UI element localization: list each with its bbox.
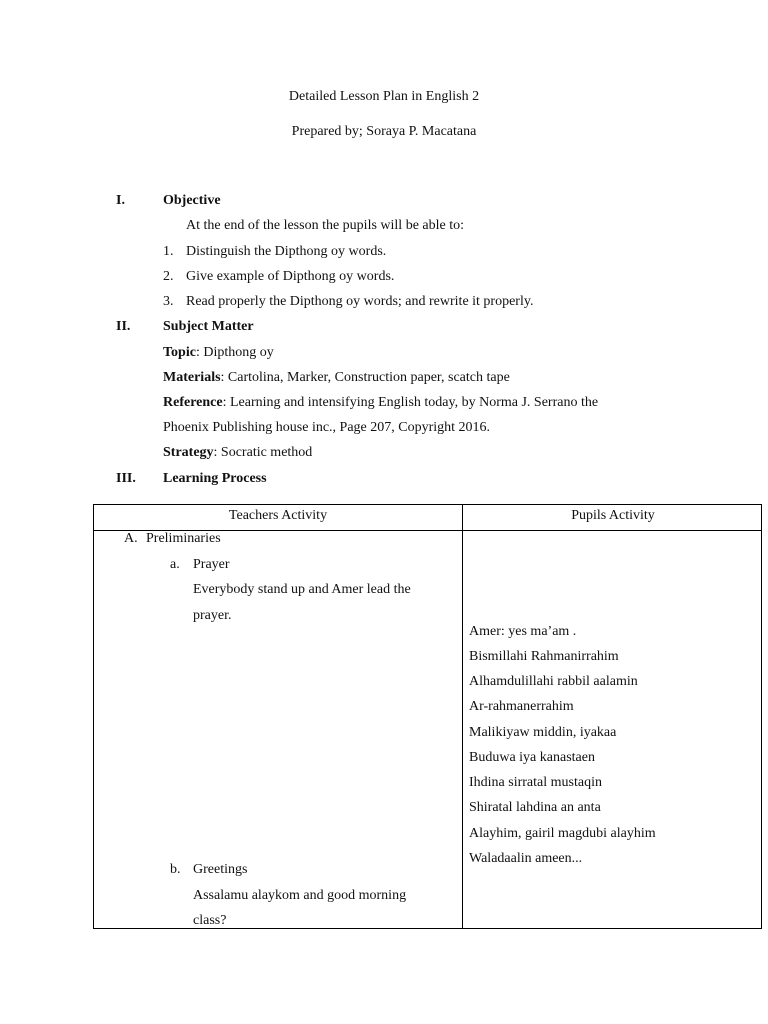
pupil-line: Buduwa iya kanastaen: [469, 750, 595, 765]
preliminaries-heading: Preliminaries: [146, 531, 221, 546]
list-letter: b.: [170, 862, 181, 877]
topic-line: Topic: Dipthong oy: [163, 345, 274, 360]
column-divider: [462, 505, 463, 928]
section-heading-objective: Objective: [163, 193, 221, 208]
pupil-line: Malikiyaw middin, iyakaa: [469, 725, 617, 740]
objective-item-number: 2.: [163, 269, 174, 284]
prayer-heading: Prayer: [193, 557, 230, 572]
greetings-heading: Greetings: [193, 862, 248, 877]
list-letter: a.: [170, 557, 180, 572]
pupil-line: Waladaalin ameen...: [469, 851, 583, 866]
objective-item-number: 3.: [163, 294, 174, 309]
teacher-line: prayer.: [193, 608, 232, 623]
pupil-line: Shiratal lahdina an anta: [469, 800, 601, 815]
objective-item: Distinguish the Dipthong oy words.: [186, 244, 387, 259]
strategy-line: Strategy: Socratic method: [163, 445, 313, 460]
teachers-activity-header: Teachers Activity: [228, 508, 328, 523]
section-heading-subject-matter: Subject Matter: [163, 319, 254, 334]
prepared-by: Prepared by; Soraya P. Macatana: [291, 124, 477, 139]
pupil-line: Bismillahi Rahmanirrahim: [469, 649, 619, 664]
objective-item-number: 1.: [163, 244, 174, 259]
pupil-line: Alhamdulillahi rabbil aalamin: [469, 674, 638, 689]
section-numeral-objective: I.: [116, 193, 125, 208]
pupil-line: Ihdina sirratal mustaqin: [469, 775, 602, 790]
list-letter: A.: [124, 531, 138, 546]
teacher-line: Assalamu alaykom and good morning: [193, 888, 407, 903]
objective-intro: At the end of the lesson the pupils will be able to:: [186, 218, 465, 233]
section-numeral-subject-matter: II.: [116, 319, 131, 334]
document-title: Detailed Lesson Plan in English 2: [288, 89, 480, 104]
pupil-line: Ar-rahmanerrahim: [469, 699, 574, 714]
pupils-activity-header: Pupils Activity: [571, 508, 655, 523]
reference-continuation: Phoenix Publishing house inc., Page 207, Copyright 2016.: [163, 420, 491, 435]
teacher-line: class?: [193, 913, 227, 928]
objective-item: Read properly the Dipthong oy words; and rewrite it properly.: [186, 294, 534, 309]
section-numeral-learning-process: III.: [116, 471, 136, 486]
section-heading-learning-process: Learning Process: [163, 471, 267, 486]
pupil-line: Alayhim, gairil magdubi alayhim: [469, 826, 656, 841]
reference-line: Reference: Learning and intensifying English today, by Norma J. Serrano the: [163, 395, 599, 410]
objective-item: Give example of Dipthong oy words.: [186, 269, 395, 284]
pupil-line: Amer: yes ma’am .: [469, 624, 577, 639]
teacher-line: Everybody stand up and Amer lead the: [193, 582, 411, 597]
materials-line: Materials: Cartolina, Marker, Construction paper, scatch tape: [163, 370, 510, 385]
